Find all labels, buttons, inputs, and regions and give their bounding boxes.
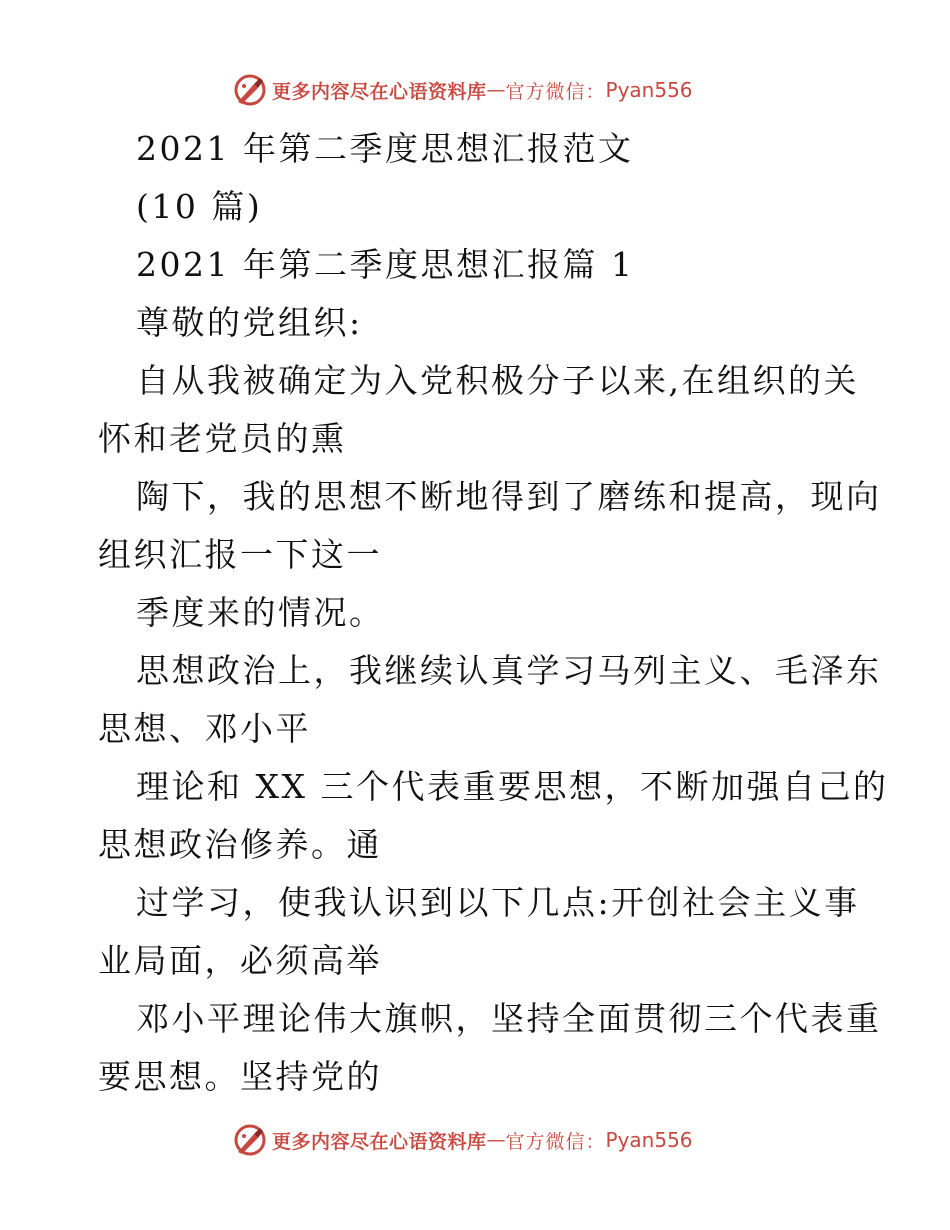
banner-sub-text: 官方微信： (505, 80, 606, 103)
document-title: 2021 年第二季度思想汇报范文 (136, 129, 634, 168)
header-banner (232, 70, 693, 110)
pen-circle-logo-icon (232, 1122, 268, 1158)
footer-banner (232, 1120, 693, 1160)
body-line: 季度来的情况。 (136, 593, 385, 632)
body-line: 过学习，使我认识到以下几点:开创社会主义事 (136, 883, 860, 922)
body-line: 邓小平理论伟大旗帜，坚持全面贯彻三个代表重 (136, 999, 882, 1038)
banner-sub-text: 官方微信： (505, 1130, 606, 1153)
body-line: 要思想。坚持党的 (98, 1057, 382, 1096)
banner-handle: Pyan556 (605, 1128, 693, 1152)
body-line: 组织汇报一下这一 (98, 535, 382, 574)
body-line: 陶下，我的思想不断地得到了磨练和提高，现向 (136, 477, 882, 516)
banner-main-text: 更多内容尽在心语资料库 (272, 1130, 487, 1153)
body-line: 思想政治上，我继续认真学习马列主义、毛泽东 (136, 651, 882, 690)
salutation: 尊敬的党组织: (136, 303, 363, 342)
body-line: 业局面，必须高举 (98, 941, 382, 980)
banner-dash: — (486, 79, 506, 101)
body-line: 自从我被确定为入党积极分子以来,在组织的关 (136, 361, 859, 400)
banner-main-text: 更多内容尽在心语资料库 (272, 80, 487, 103)
body-line: 思想、邓小平 (98, 709, 311, 748)
banner-dash: — (486, 1129, 506, 1151)
section-heading: 2021 年第二季度思想汇报篇 1 (136, 245, 635, 284)
body-line: 思想政治修养。通 (98, 825, 382, 864)
document-title-count: (10 篇) (136, 187, 263, 226)
pen-circle-logo-icon (232, 72, 268, 108)
body-line: 怀和老党员的熏 (98, 419, 347, 458)
body-line: 理论和 XX 三个代表重要思想，不断加强自己的 (136, 767, 889, 806)
banner-handle: Pyan556 (605, 78, 693, 102)
